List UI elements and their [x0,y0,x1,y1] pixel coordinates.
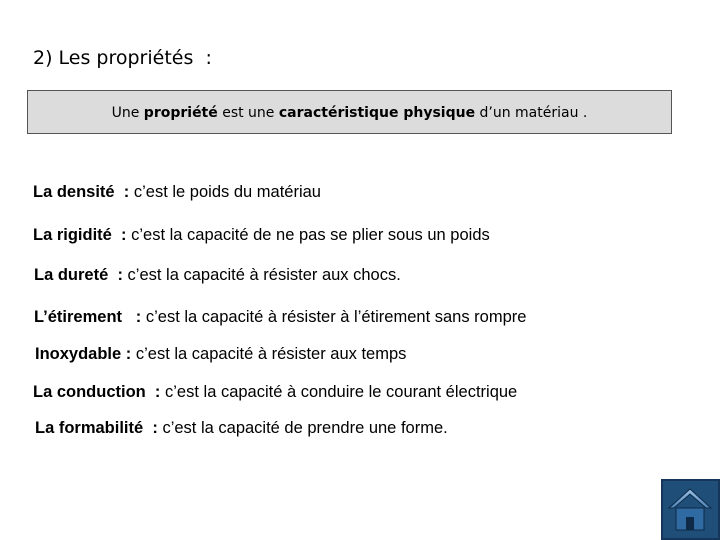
property-rigidite [33,226,490,245]
definition-term-caracteristique: caractéristique physique [278,105,476,121]
property-term: La rigidité [33,226,117,244]
property-term: La formabilité [35,419,148,437]
home-icon [663,481,718,538]
property-separator: : [119,183,134,201]
property-formabilite [35,419,448,438]
property-densite [33,183,321,202]
definition-term-propriete: propriété [143,105,218,121]
property-separator: : [121,345,136,363]
property-conduction [33,383,517,402]
property-description: c’est la capacité à résister à l’étirement sans rompre [145,308,527,326]
property-description: c’est la capacité de prendre une forme. [162,419,448,437]
property-separator: : [116,226,132,244]
property-separator: : [147,419,163,437]
home-button[interactable] [661,479,720,540]
definition-text-2: est une [217,105,279,121]
property-description: c’est le poids du matériau [133,183,321,201]
property-separator: : [150,383,166,401]
property-term: La dureté [34,266,113,284]
property-term: La densité [33,183,120,201]
property-description: c’est la capacité à résister aux chocs. [127,266,401,284]
definition-text-1: Une [111,105,144,121]
property-durete [34,266,401,285]
property-separator: : [126,308,146,326]
page-title: 2) Les propriétés : [33,47,212,69]
property-term: Inoxydable [35,345,122,363]
property-etirement [34,308,526,327]
property-term: La conduction [33,383,151,401]
property-separator: : [112,266,128,284]
property-description: c’est la capacité de ne pas se plier sous un poids [131,226,490,244]
property-term: L’étirement [34,308,127,326]
definition-text-3: d’un matériau . [475,105,588,121]
property-inoxydable [35,345,406,364]
property-description: c’est la capacité à résister aux temps [135,345,407,363]
definition-box [27,90,672,134]
property-description: c’est la capacité à conduire le courant électrique [165,383,518,401]
